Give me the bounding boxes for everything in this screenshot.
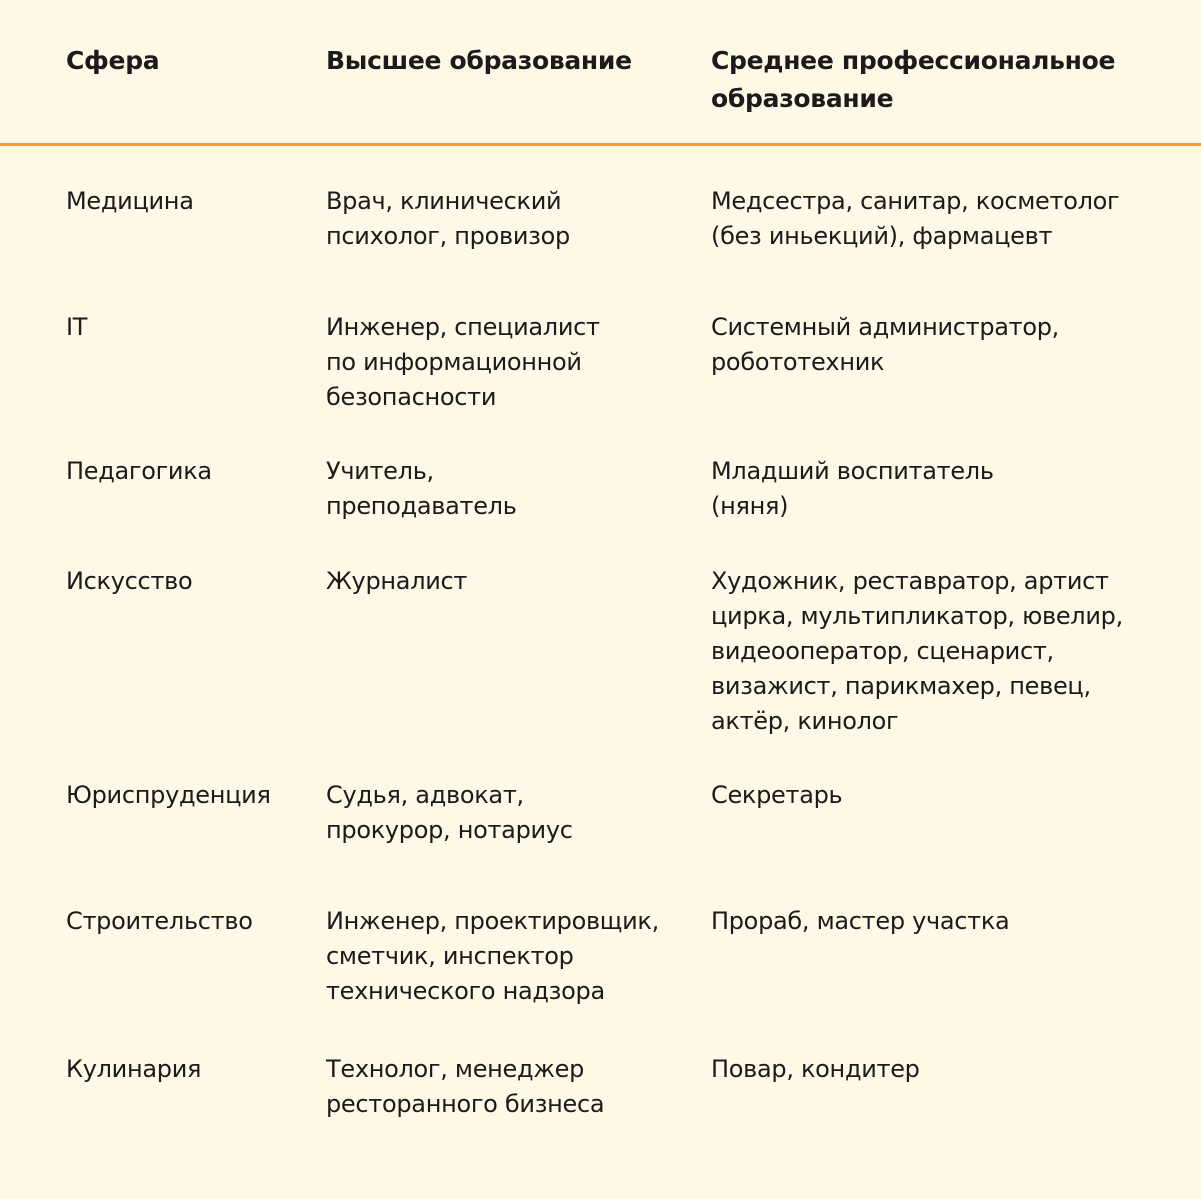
cell-higher: Инженер, проектировщик, сметчик, инспектор технического надзора [326, 907, 659, 1005]
cell-higher: Инженер, специалист по информационной безопасности [326, 313, 600, 411]
cell-higher: Журналист [326, 567, 468, 595]
cell-secondary: Повар, кондитер [711, 1055, 920, 1083]
cell-sphere: Медицина [66, 187, 194, 215]
table-header [0, 0, 1201, 145]
cell-secondary: Секретарь [711, 781, 843, 809]
cell-secondary: Младший воспитатель (няня) [711, 457, 994, 520]
header-divider [0, 143, 1201, 146]
cell-sphere: Педагогика [66, 457, 212, 485]
cell-higher: Судья, адвокат, прокурор, нотариус [326, 781, 573, 844]
cell-higher: Учитель, преподаватель [326, 457, 517, 520]
header-secondary-vocational-education: Среднее профессиональное образование [711, 46, 1116, 113]
cell-higher: Технолог, менеджер ресторанного бизнеса [326, 1055, 605, 1118]
cell-higher: Врач, клинический психолог, провизор [326, 187, 570, 250]
cell-secondary: Художник, реставратор, артист цирка, мультипликатор, ювелир, видеооператор, сценарист, визажист, парикмахер, певец, актёр, кинолог [711, 567, 1123, 735]
cell-sphere: Кулинария [66, 1055, 202, 1083]
cell-sphere: Юриспруденция [66, 781, 271, 809]
cell-secondary: Системный администратор, робототехник [711, 313, 1060, 376]
cell-sphere: Искусство [66, 567, 193, 595]
header-higher-education: Высшее образование [326, 46, 632, 75]
cell-sphere: IT [66, 313, 88, 341]
header-sphere: Сфера [66, 46, 160, 75]
cell-secondary: Прораб, мастер участка [711, 907, 1010, 935]
cell-sphere: Строительство [66, 907, 253, 935]
cell-secondary: Медсестра, санитар, косметолог (без иньекций), фармацевт [711, 187, 1120, 250]
